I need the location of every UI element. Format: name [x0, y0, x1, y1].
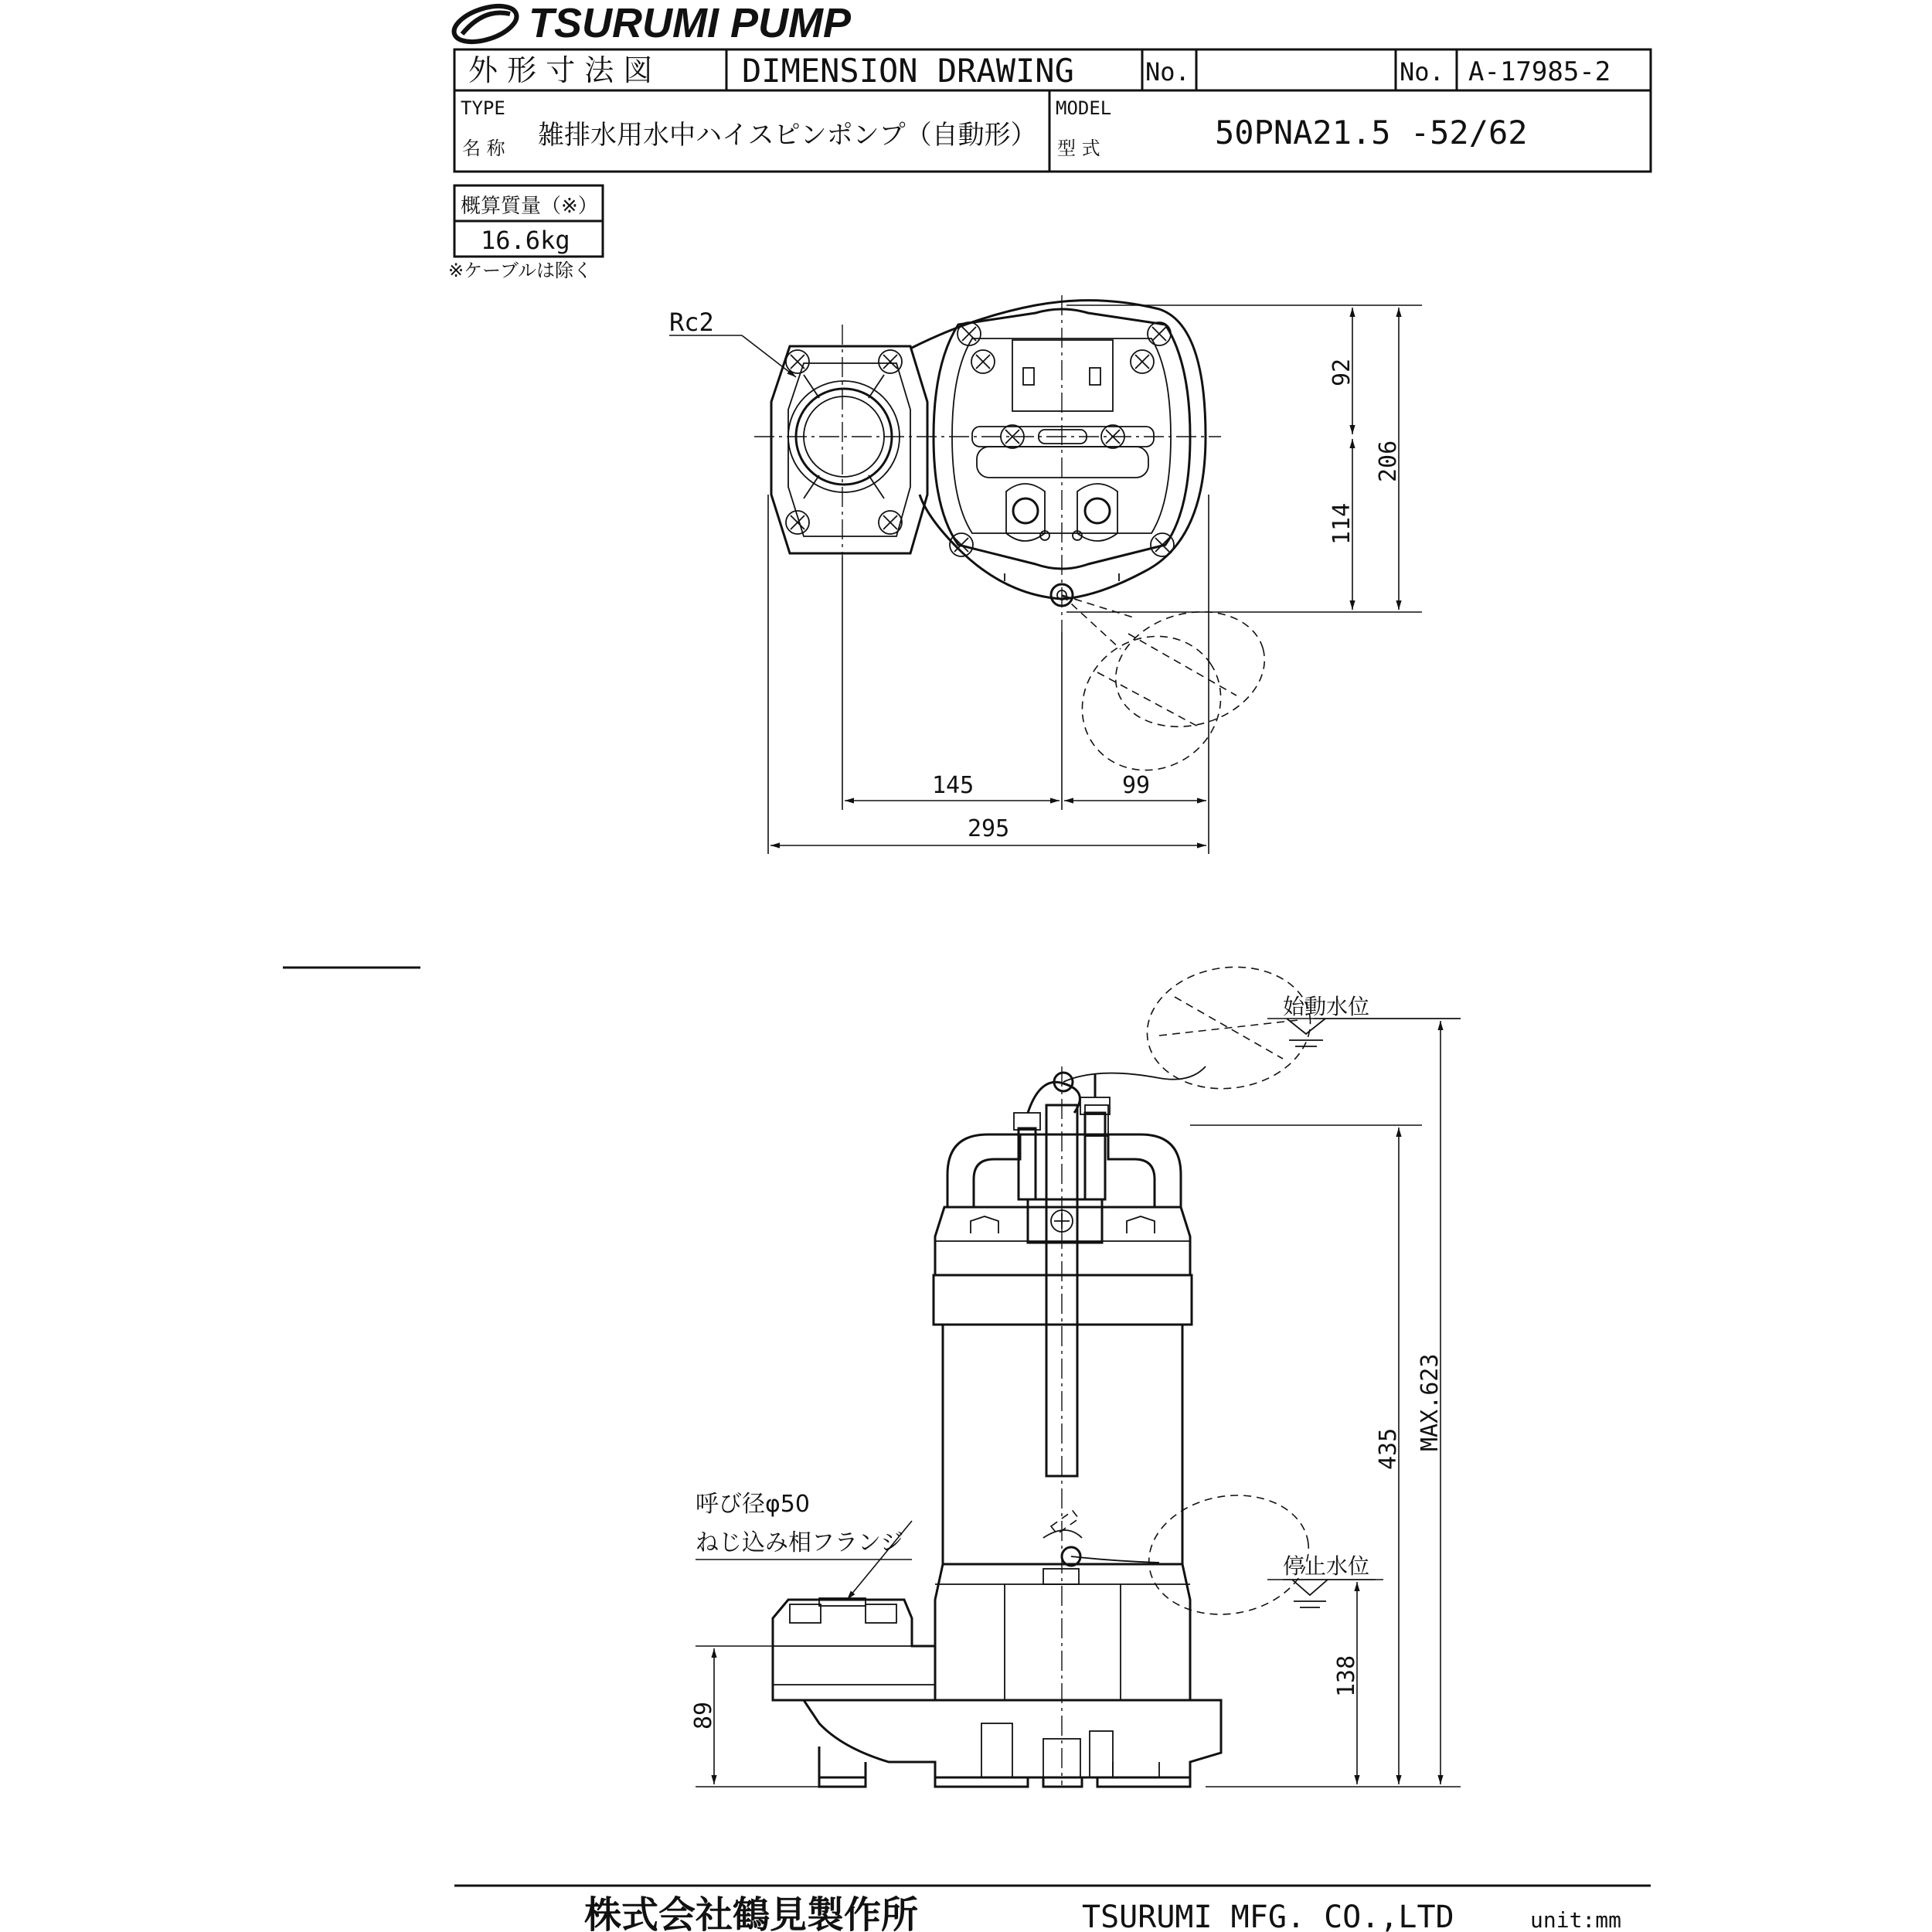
company-name-jp: 株式会社鶴見製作所: [584, 1893, 919, 1932]
top-view: [669, 295, 1422, 854]
company-name-en: TSURUMI MFG. CO.,LTD: [1082, 1900, 1454, 1932]
dim-435: 435: [1375, 1427, 1402, 1470]
flange-bolt-icon: [786, 350, 809, 373]
type-name: 雑排水用水中ハイスピンポンプ（自動形）: [538, 120, 1037, 151]
brand-logo: [450, 0, 852, 49]
brand-name: TSURUMI PUMP: [529, 0, 851, 46]
dim-99: 99: [1122, 772, 1151, 799]
hex-bolt-icon: [1127, 1216, 1155, 1233]
title-jp: 外 形 寸 法 図: [468, 53, 653, 87]
side-view: [690, 957, 1461, 1787]
stop-level-label: 停止水位: [1283, 1553, 1370, 1579]
name-label: 名 称: [462, 138, 505, 159]
motor-frame: [943, 1325, 1182, 1564]
head-bolt-icon: [971, 350, 995, 373]
float-rod: [1046, 1105, 1077, 1476]
head-bolt-icon: [1148, 322, 1171, 345]
model-number: 50PNA21.5 -52/62: [1215, 114, 1528, 151]
dim-max623: MAX.623: [1417, 1353, 1444, 1451]
water-level-icon: [1292, 1580, 1328, 1595]
weight-value: 16.6kg: [481, 226, 570, 255]
dim-114: 114: [1328, 502, 1355, 545]
model-label: MODEL: [1056, 97, 1112, 119]
title-block: [454, 49, 1651, 172]
dim-89: 89: [690, 1701, 717, 1730]
weight-note: ※ケーブルは除く: [448, 260, 592, 281]
dim-92: 92: [1328, 358, 1355, 386]
handle-right: [1108, 1134, 1181, 1207]
title-en: DIMENSION DRAWING: [742, 52, 1074, 90]
head-bolt-icon: [1131, 350, 1154, 373]
flange-note-line1: 呼び径φ50: [696, 1491, 810, 1518]
flange-note-line2: ねじ込み相フランジ: [696, 1529, 904, 1556]
drawing-number: A-17985-2: [1468, 56, 1611, 87]
dim-138: 138: [1333, 1655, 1360, 1697]
discharge-flange-outline: [771, 346, 927, 553]
start-level-label: 始動水位: [1283, 994, 1370, 1019]
dim-206: 206: [1375, 440, 1402, 482]
head-bolt-icon: [957, 322, 981, 345]
motor-bracket: [934, 1275, 1192, 1325]
no-label: No.: [1145, 57, 1190, 87]
dim-295: 295: [968, 815, 1010, 842]
outlet-label: Rc2: [669, 308, 714, 337]
weight-box: [448, 185, 603, 281]
flange-bolt-icon: [879, 350, 902, 373]
flange-bolt-icon: [879, 511, 902, 534]
no-label-2: No.: [1400, 57, 1444, 87]
footer: [454, 1886, 1651, 1932]
name-plate: [1012, 340, 1113, 411]
handle-left: [947, 1134, 1020, 1207]
hex-bolt-icon: [971, 1216, 998, 1233]
head-bolt-icon: [1151, 533, 1174, 556]
cable-entry-icon: [1013, 498, 1038, 523]
cable-gland: [1085, 1113, 1105, 1199]
dim-145: 145: [932, 772, 975, 799]
type-label: TYPE: [461, 97, 505, 119]
unit-label: unit:mm: [1530, 1907, 1622, 1932]
cable-entry-icon: [1085, 498, 1110, 523]
float-lower-position: [1056, 610, 1247, 797]
model-label-jp: 型 式: [1057, 138, 1100, 159]
weight-label: 概算質量（※）: [461, 195, 598, 218]
